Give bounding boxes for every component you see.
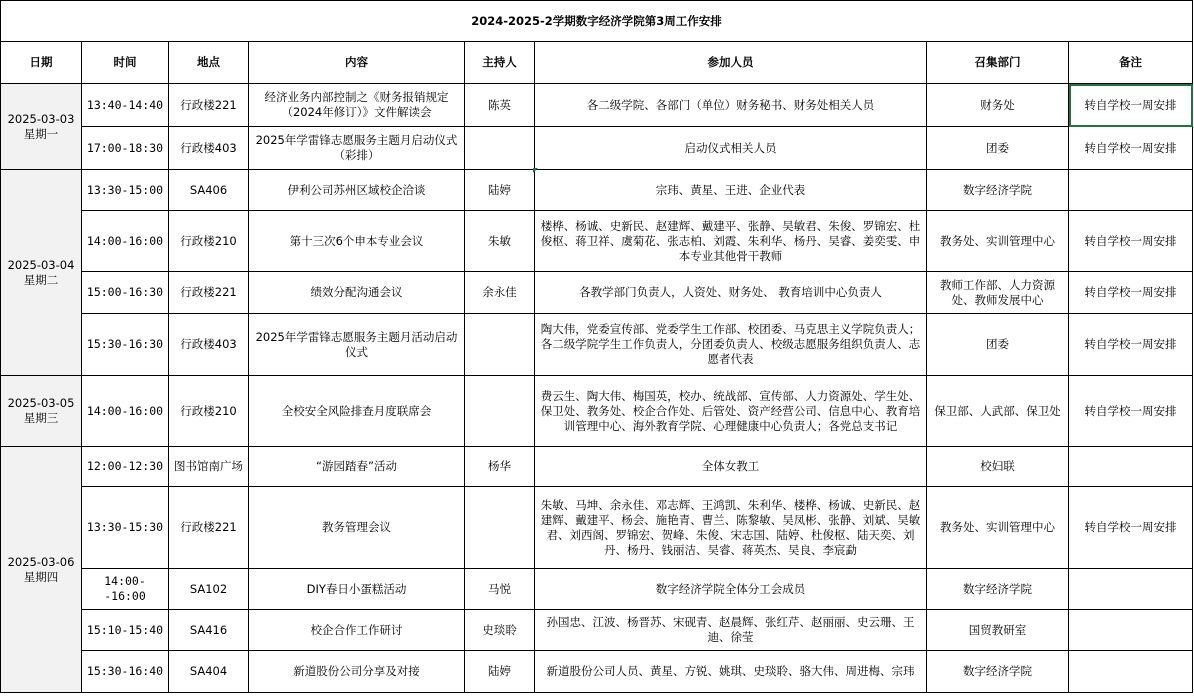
table-row bbox=[1, 84, 1193, 127]
dept-cell[interactable]: 教务处、实训管理中心 bbox=[927, 487, 1069, 569]
dept-cell[interactable]: 团委 bbox=[927, 127, 1069, 170]
participants-cell[interactable]: 各二级学院、各部门（单位）财务秘书、财务处相关人员 bbox=[535, 84, 927, 127]
weekday-text: 星期二 bbox=[23, 272, 59, 287]
time-cell[interactable]: 13:30-15:00 bbox=[82, 170, 169, 211]
remark-cell[interactable] bbox=[1069, 610, 1193, 651]
dept-cell[interactable]: 数字经济学院 bbox=[927, 569, 1069, 610]
time-cell[interactable]: 13:40-14:40 bbox=[82, 84, 169, 127]
host-cell[interactable]: 陆婷 bbox=[465, 170, 535, 211]
table-row bbox=[1, 170, 1193, 211]
date-cell-monday[interactable] bbox=[1, 84, 82, 170]
host-cell[interactable]: 杨华 bbox=[465, 447, 535, 487]
host-cell[interactable] bbox=[465, 376, 535, 447]
place-cell[interactable]: SA102 bbox=[169, 569, 249, 610]
participants-cell[interactable]: 孙国忠、江波、杨晋苏、宋砚青、赵晨辉、张红芹、赵丽丽、史云珊、王迪、徐莹 bbox=[535, 610, 927, 651]
content-cell[interactable]: 伊利公司苏州区域校企洽谈 bbox=[249, 170, 465, 211]
header-content[interactable]: 内容 bbox=[249, 42, 465, 84]
host-cell[interactable] bbox=[465, 487, 535, 569]
participants-cell[interactable]: 各教学部门负责人，人资处、财务处、 教育培训中心负责人 bbox=[535, 272, 927, 314]
host-cell[interactable]: 陆婷 bbox=[465, 651, 535, 693]
header-time[interactable]: 时间 bbox=[82, 42, 169, 84]
table-row bbox=[1, 314, 1193, 376]
weekday-text: 星期一 bbox=[23, 126, 59, 141]
host-cell[interactable]: 余永佳 bbox=[465, 272, 535, 314]
dept-cell[interactable]: 教务处、实训管理中心 bbox=[927, 211, 1069, 272]
remark-cell[interactable] bbox=[1069, 569, 1193, 610]
header-dept[interactable]: 召集部门 bbox=[927, 42, 1069, 84]
dept-cell[interactable]: 财务处 bbox=[927, 84, 1069, 127]
participants-cell[interactable]: 楼桦、杨诚、史新民、赵建辉、戴建平、张静、吴敏君、朱俊、罗锦宏、杜俊枢、蒋卫祥、虞菊花、张志柏、刘霞、朱利华、杨丹、吴睿、姜奕雯、申本专业其他骨干教师 bbox=[535, 211, 927, 272]
host-cell[interactable]: 马悦 bbox=[465, 569, 535, 610]
content-cell[interactable]: 校企合作工作研讨 bbox=[249, 610, 465, 651]
participants-cell[interactable]: 全体女教工 bbox=[535, 447, 927, 487]
time-cell[interactable]: 12:00-12:30 bbox=[82, 447, 169, 487]
participants-cell[interactable]: 陶大伟，党委宣传部、党委学生工作部、校团委、马克思主义学院负责人；各二级学院学生工作负责人，分团委负责人、校级志愿服务组织负责人、志愿者代表 bbox=[535, 314, 927, 376]
date-text: 2025-03-04 bbox=[7, 257, 75, 272]
place-cell[interactable]: 行政楼403 bbox=[169, 127, 249, 170]
place-cell[interactable]: SA404 bbox=[169, 651, 249, 693]
content-cell[interactable]: 2025年学雷锋志愿服务主题月活动启动仪式 bbox=[249, 314, 465, 376]
date-text: 2025-03-06 bbox=[7, 554, 75, 569]
remark-cell[interactable]: 转自学校一周安排 bbox=[1069, 314, 1193, 376]
dept-cell[interactable]: 保卫部、人武部、保卫处 bbox=[927, 376, 1069, 447]
date-text: 2025-03-05 bbox=[7, 396, 75, 410]
dept-cell[interactable]: 团委 bbox=[927, 314, 1069, 376]
time-cell[interactable]: 15:30-16:40 bbox=[82, 651, 169, 693]
header-remark[interactable]: 备注 bbox=[1069, 42, 1193, 84]
dept-cell[interactable]: 数字经济学院 bbox=[927, 170, 1069, 211]
time-cell[interactable]: 15:10-15:40 bbox=[82, 610, 169, 651]
place-cell[interactable]: 行政楼221 bbox=[169, 84, 249, 127]
participants-cell[interactable]: 朱敏、马坤、余永佳、邓志辉、王鸿凯、朱利华、楼桦、杨诚、史新民、赵建辉、戴建平、杨会、施艳青、曹兰、陈黎敏、吴凤彬、张静、刘斌、吴敏君、刘西阁、罗锦宏、贺峰、朱俊、宋志国、陆婷、杜俊枢、陆天奕、刘丹、杨丹、钱丽洁、吴睿、蒋英杰、吴良、李宸勐 bbox=[535, 487, 927, 569]
date-cell-thursday[interactable] bbox=[1, 447, 82, 693]
content-cell[interactable]: 全校安全风险排查月度联席会 bbox=[249, 376, 465, 447]
remark-cell-selected[interactable]: 转自学校一周安排 bbox=[1069, 84, 1193, 127]
header-host[interactable]: 主持人 bbox=[465, 42, 535, 84]
content-cell[interactable]: 第十三次6个申本专业会议 bbox=[249, 211, 465, 272]
table-row bbox=[1, 569, 1193, 610]
dept-cell[interactable]: 教师工作部、人力资源处、教师发展中心 bbox=[927, 272, 1069, 314]
host-cell[interactable]: 朱敏 bbox=[465, 211, 535, 272]
table-row bbox=[1, 127, 1193, 170]
place-cell[interactable]: 行政楼210 bbox=[169, 376, 249, 447]
table-row bbox=[1, 272, 1193, 314]
comment-indicator bbox=[533, 168, 538, 173]
host-cell[interactable] bbox=[465, 127, 535, 170]
remark-cell[interactable]: 转自学校一周安排 bbox=[1069, 127, 1193, 170]
table-row bbox=[1, 651, 1193, 693]
place-cell[interactable]: SA406 bbox=[169, 170, 249, 211]
content-cell[interactable]: 2025年学雷锋志愿服务主题月启动仪式（彩排） bbox=[249, 127, 465, 170]
content-cell[interactable]: 教务管理会议 bbox=[249, 487, 465, 569]
time-cell[interactable]: 14:00-16:00 bbox=[82, 376, 169, 447]
remark-cell[interactable] bbox=[1069, 447, 1193, 487]
header-row bbox=[1, 42, 1193, 84]
weekday-text: 星期三 bbox=[23, 411, 59, 425]
time-cell[interactable]: 14:00--16:00 bbox=[82, 569, 169, 610]
header-date[interactable]: 日期 bbox=[1, 42, 82, 84]
table-row bbox=[1, 376, 1193, 447]
dept-cell[interactable]: 数字经济学院 bbox=[927, 651, 1069, 693]
remark-cell[interactable]: 转自学校一周安排 bbox=[1069, 376, 1193, 447]
time-cell[interactable]: 15:30-16:30 bbox=[82, 314, 169, 376]
table-row bbox=[1, 487, 1193, 569]
remark-cell[interactable]: 转自学校一周安排 bbox=[1069, 211, 1193, 272]
time-cell[interactable]: 13:30-15:30 bbox=[82, 487, 169, 569]
table-row bbox=[1, 610, 1193, 651]
header-participants[interactable]: 参加人员 bbox=[535, 42, 927, 84]
header-place[interactable]: 地点 bbox=[169, 42, 249, 84]
sheet-title[interactable]: 2024-2025-2学期数字经济学院第3周工作安排 bbox=[1, 1, 1193, 42]
table-row bbox=[1, 447, 1193, 487]
place-cell[interactable]: SA416 bbox=[169, 610, 249, 651]
host-cell[interactable]: 陈英 bbox=[465, 84, 535, 127]
remark-cell[interactable]: 转自学校一周安排 bbox=[1069, 272, 1193, 314]
title-row bbox=[1, 1, 1193, 42]
place-cell[interactable]: 行政楼221 bbox=[169, 272, 249, 314]
host-cell[interactable]: 史琰聆 bbox=[465, 610, 535, 651]
participants-cell[interactable]: 宗玮、黄星、王进、企业代表 bbox=[535, 170, 927, 211]
participants-cell[interactable]: 启动仪式相关人员 bbox=[535, 127, 927, 170]
remark-cell[interactable]: 转自学校一周安排 bbox=[1069, 487, 1193, 569]
participants-cell[interactable]: 新道股份公司人员、黄星、方锐、姚琪、史琰聆、骆大伟、周进梅、宗玮 bbox=[535, 651, 927, 693]
participants-cell[interactable]: 数字经济学院全体分工会成员 bbox=[535, 569, 927, 610]
place-cell[interactable]: 行政楼210 bbox=[169, 211, 249, 272]
table-row bbox=[1, 211, 1193, 272]
date-text: 2025-03-03 bbox=[7, 111, 75, 126]
date-cell-wednesday[interactable] bbox=[1, 376, 82, 447]
place-cell[interactable]: 行政楼403 bbox=[169, 314, 249, 376]
content-cell[interactable]: 绩效分配沟通会议 bbox=[249, 272, 465, 314]
content-cell[interactable]: DIY春日小蛋糕活动 bbox=[249, 569, 465, 610]
content-cell[interactable]: 新道股份公司分享及对接 bbox=[249, 651, 465, 693]
content-cell[interactable]: 经济业务内部控制之《财务报销规定（2024年修订）》文件解读会 bbox=[249, 84, 465, 127]
content-cell[interactable]: “游园踏春”活动 bbox=[249, 447, 465, 487]
time-cell[interactable]: 14:00-16:00 bbox=[82, 211, 169, 272]
date-cell-tuesday[interactable] bbox=[1, 170, 82, 376]
participants-cell[interactable]: 费云生、陶大伟、梅国英，校办、统战部、宣传部、人力资源处、学生处、保卫处、教务处、校企合作处、后管处、资产经营公司、信息中心、教育培训管理中心、海外教育学院、心理健康中心负责人；各党总支书记 bbox=[535, 376, 927, 447]
dept-cell[interactable]: 国贸教研室 bbox=[927, 610, 1069, 651]
weekday-text: 星期四 bbox=[23, 569, 59, 584]
remark-cell[interactable] bbox=[1069, 170, 1193, 211]
time-cell[interactable]: 15:00-16:30 bbox=[82, 272, 169, 314]
place-cell[interactable]: 行政楼221 bbox=[169, 487, 249, 569]
time-cell[interactable]: 17:00-18:30 bbox=[82, 127, 169, 170]
host-cell[interactable] bbox=[465, 314, 535, 376]
remark-cell[interactable] bbox=[1069, 651, 1193, 693]
place-cell[interactable]: 图书馆南广场 bbox=[169, 447, 249, 487]
dept-cell[interactable]: 校妇联 bbox=[927, 447, 1069, 487]
